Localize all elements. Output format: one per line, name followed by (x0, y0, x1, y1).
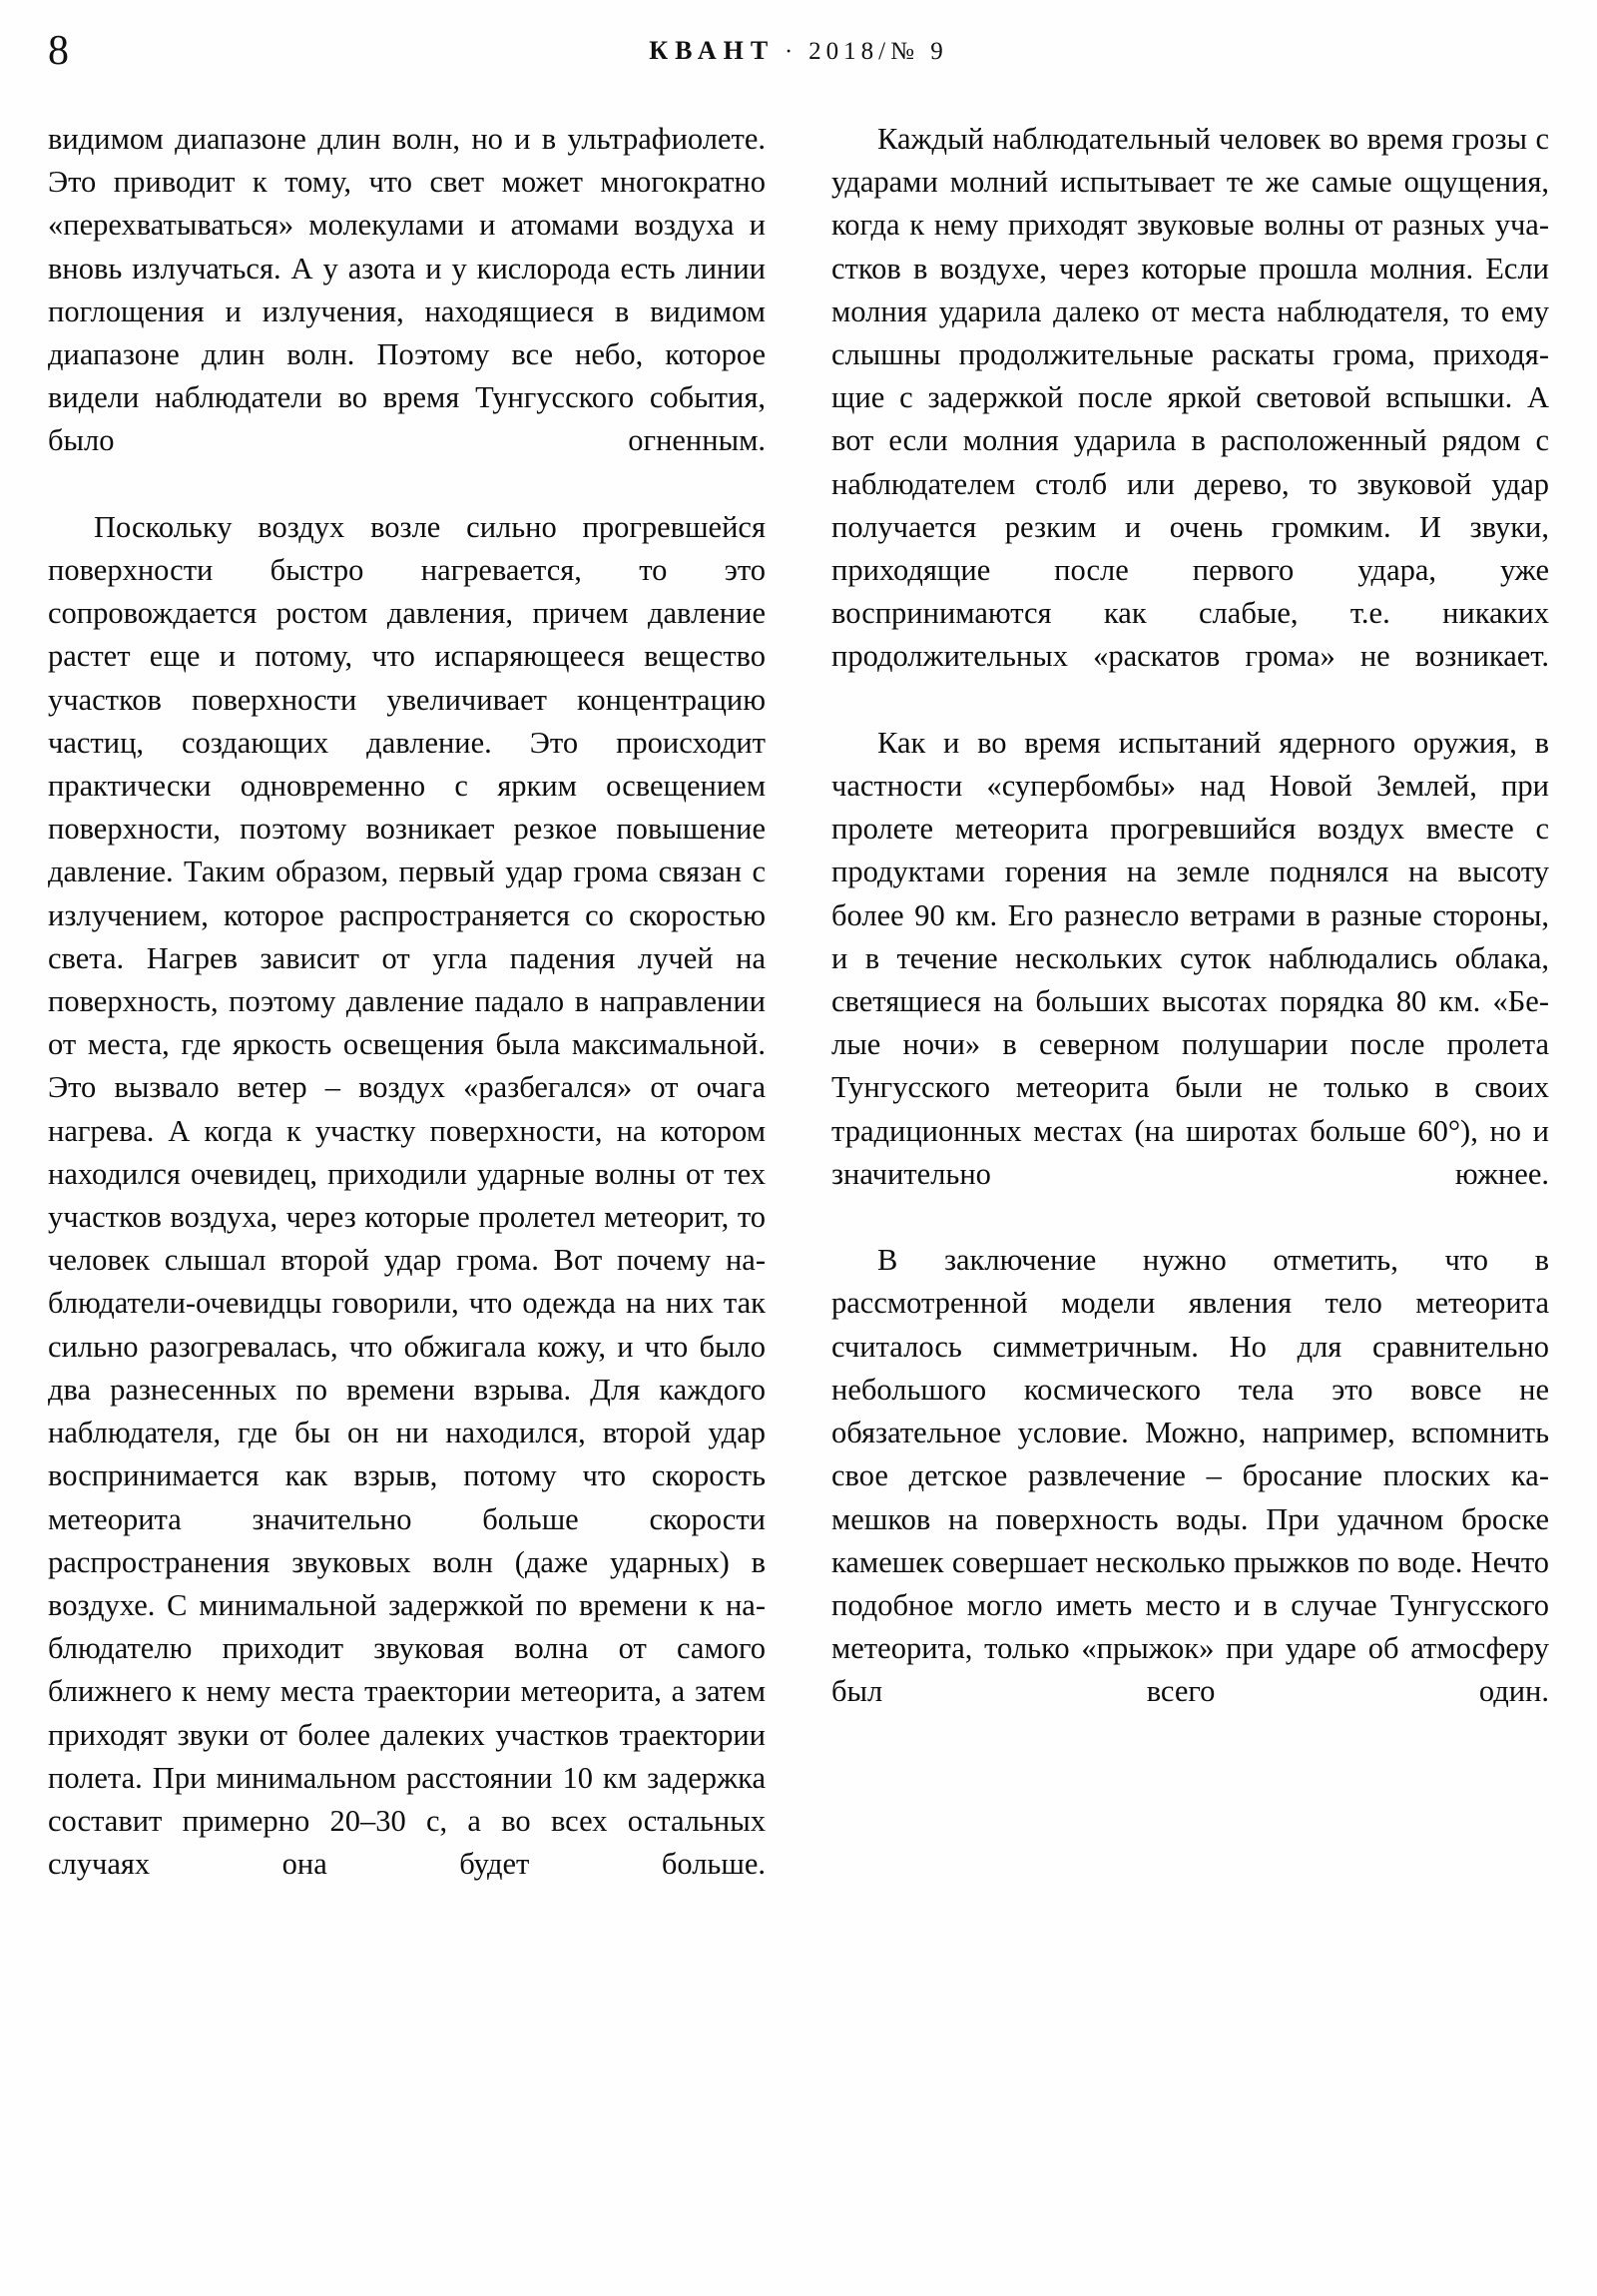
article-body (48, 118, 1549, 2234)
running-head (48, 30, 1549, 90)
paragraph: В заключение нужно отметить, что в рассмотренной модели явления тело метеорита считалось симметричным. Но для сравнительно небольшого космического тела это вовсе не обязательное условие. Можно, например, вспомнить свое детское развлечение – бросание плоских камешков на поверхность воды. При удачном броске камешек совершает несколько прыжков по воде. Нечто подобное могло иметь место и в случае Тунгусского метеорита, только «прыжок» при ударе об атмосферу был всего один. (831, 1243, 1549, 1709)
paragraph: Поскольку воздух возле сильно прогревшейся поверхности быстро нагревается, то это сопровождается ростом давления, причем давление растет еще и потому, что испаряющееся вещество участков поверхности увеличивает концентрацию частиц, создающих давление. Это происходит практически одновременно с ярким освещением поверхности, поэтому возникает резкое повышение давление. Таким образом, первый удар грома связан с излучением, которое распространяется со скоростью света. Нагрев зависит от угла падения лучей на поверхность, поэтому давление падало в направлении от места, где яркость освещения была максимальной. Это вызвало ветер – воздух «разбегался» от очага нагрева. А когда к участку поверхности, на котором находился очевидец, приходили ударные волны от тех участков воздуха, через которые пролетел метеорит, то человек слышал второй удар грома. Вот почему наблюдатели-очевидцы говорили, что одежда на них так сильно разогревалась, что обжигала кожу, и что было два разнесенных по времени взрыва. Для каждого наблюдателя, где бы он ни находился, второй удар воспринимается как взрыв, потому что скорость метеорита значительно больше скорости распространения звуковых волн (даже ударных) в воздухе. С минимальной задержкой по времени к наблюдателю приходит звуковая волна от самого ближнего к нему места траектории метеорита, а затем приходят звуки от более далеких участков траектории полета. При минимальном расстоянии 10 км задержка составит примерно 20–30 с, а во всех остальных случаях она будет больше. (48, 509, 766, 1882)
journal-separator-dot: · (785, 39, 799, 65)
journal-title-line (48, 36, 1549, 66)
right-column (831, 118, 1549, 2234)
paragraph: Как и во время испытаний ядерного оружия, в частности «супербомбы» над Новой Землей, при пролете метеорита прогревшийся воздух вместе с продуктами горения на земле поднялся на высоту более 90 км. Его разнесло ветрами в разные стороны, и в течение нескольких суток наблюдались облака, светящиеся на больших высотах порядка 80 км. «Белые ночи» в северном полушарии после пролета Тунгусского метеорита были не только в своих традиционных местах (на широтах больше 60°), но и значительно южнее. (831, 725, 1549, 1191)
paragraph: видимом диапазоне длин волн, но и в ультрафиолете. Это приводит к тому, что свет может многократно «перехватываться» молекулами и атомами воздуха и вновь излучаться. А у азота и у кислорода есть линии поглощения и излучения, находящиеся в видимом диапазоне длин волн. Поэтому все небо, которое видели наблюдатели во время Тунгусского события, было огненным. (48, 122, 766, 458)
journal-issue: 2018/№ 9 (808, 38, 948, 65)
left-column (48, 118, 766, 2234)
paragraph: Каждый наблюдательный человек во время грозы с ударами молний испытывает те же самые ощущения, когда к нему приходят звуковые волны от разных участков в воздухе, через которые прошла молния. Если молния ударила далеко от места наблюдателя, то ему слышны продолжительные раскаты грома, приходящие с задержкой после яркой световой вспышки. А вот если молния ударила в расположенный рядом с наблюдателем столб или дерево, то звуковой удар получается резким и очень громким. И звуки, приходящие после первого удара, уже воспринимаются как слабые, т.е. никаких продолжительных «раскатов грома» не возникает. (831, 122, 1549, 674)
journal-name: КВАНТ (649, 36, 776, 65)
page-number: 8 (48, 28, 69, 74)
